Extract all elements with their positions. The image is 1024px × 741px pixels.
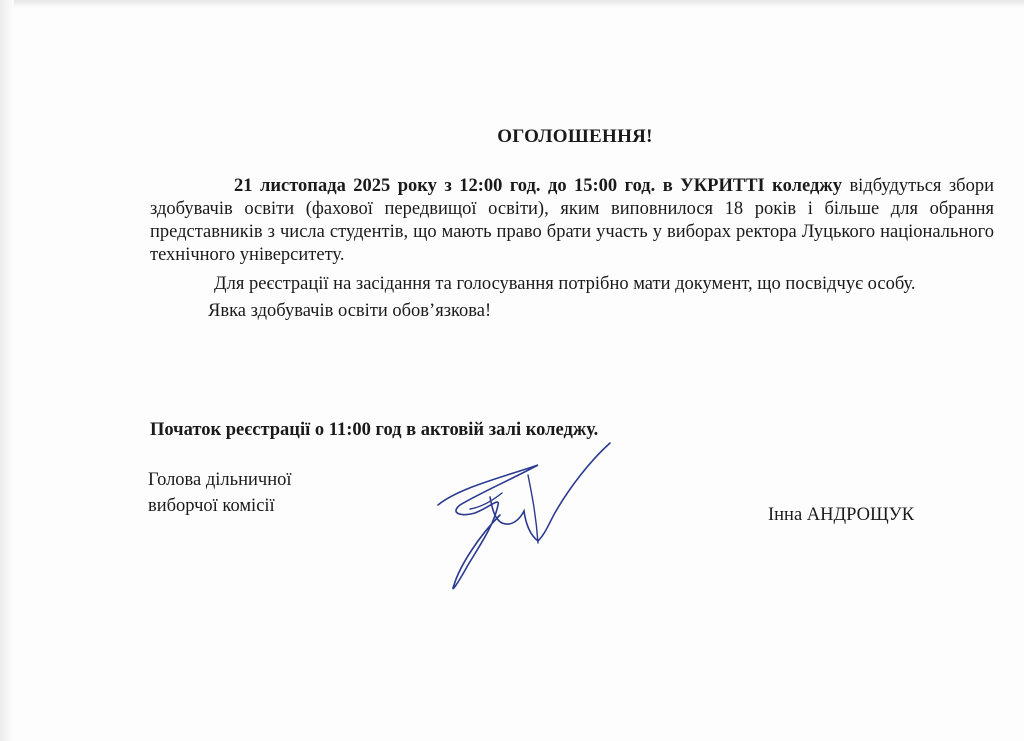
signature-stroke-2 [490, 443, 610, 541]
registration-start-note: Початок реєстрації о 11:00 год в актовій залі коледжу. [150, 420, 599, 440]
handwritten-signature [420, 435, 630, 605]
announcement-title: ОГОЛОШЕННЯ! [497, 126, 653, 147]
signatory-name: Інна АНДРОЩУК [768, 505, 915, 525]
signatory-position [148, 467, 292, 519]
paragraph-registration: Для реєстрації на засідання та голосування потрібно мати документ, що посвідчує особу. [214, 274, 916, 294]
scan-left-shadow [0, 0, 14, 741]
announcement-body [150, 175, 994, 323]
signatory-position-line1: Голова дільничної [148, 470, 292, 490]
signature-stroke-3 [470, 475, 538, 543]
event-date-place: 21 листопада 2025 року з 12:00 год. до 15:00 год. в УКРИТТІ коледжу [234, 176, 842, 196]
signatory-position-line2: виборчої комісії [148, 496, 275, 516]
event-description: відбудуться збори здобувачів освіти (фахової передвищої освіти), яким виповнилося 18 років і більше для обрання представників з числа студентів, що мають право брати участь у виборах ректора Луцького національного технічного університету. [150, 176, 994, 265]
paragraph-attendance: Явка здобувачів освіти обов’язкова! [208, 301, 492, 321]
scan-top-edge [0, 0, 1024, 8]
signature-stroke-1 [438, 465, 538, 589]
paragraph-event [150, 175, 994, 267]
